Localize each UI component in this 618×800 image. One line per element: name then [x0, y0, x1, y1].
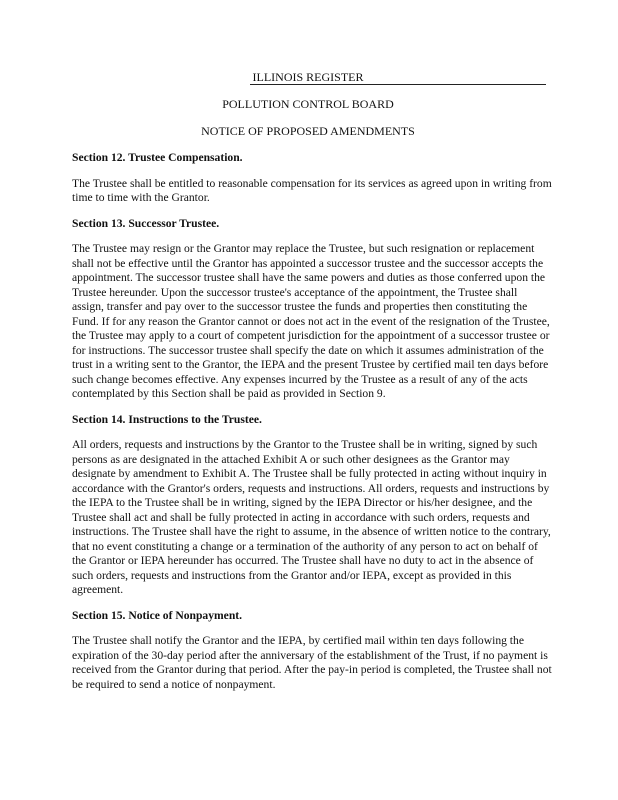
section-text: The Trustee shall be entitled to reasonable compensation for its services as agreed upon in writing from time to time with the Grantor. — [72, 176, 552, 204]
header-rule — [250, 84, 546, 85]
section-15 — [72, 609, 552, 693]
section-12 — [72, 151, 552, 206]
document-body — [72, 151, 552, 700]
section-heading: Section 12. Trustee Compensation. — [72, 151, 243, 164]
section-heading: Section 15. Notice of Nonpayment. — [72, 608, 243, 622]
notice-title: NOTICE OF PROPOSED AMENDMENTS — [201, 124, 415, 138]
section-text: The Trustee shall notify the Grantor and the IEPA, by certified mail within ten days following the expiration of the 30-day period after the anniversary of the establishment of the Trust, if no payment is received from the Grantor during that period. After the pay-in period is completed, the Trustee shall not be required to send a notice of nonpayment. — [72, 634, 552, 691]
section-text: All orders, requests and instructions by the Grantor to the Trustee shall be in writing, signed by such persons as are designated in the attached Exhibit A or such other designees as the Grantor may designate by amendment to Exhibit A. The Trustee shall be fully protected in acting without inquiry in accordance with the Grantor's orders, requests and instructions. All orders, requests and instructions by the IEPA to the Trustee shall be in writing, signed by the IEPA Director or his/her designee, and the Trustee shall act and shall be fully protected in acting in accordance with such orders, requests and instructions. The Trustee shall have the right to assume, in the absence of written notice to the contrary, that no event constituting a change or a termination of the authority of any person to act on behalf of the Grantor or IEPA hereunder has occurred. The Trustee shall have no duty to act in the absence of such orders, requests and instructions from the Grantor and/or IEPA, except as provided in this agreement. — [72, 438, 551, 596]
register-title: ILLINOIS REGISTER — [252, 70, 364, 84]
board-title: POLLUTION CONTROL BOARD — [222, 97, 394, 111]
section-14 — [72, 413, 552, 598]
section-heading: Section 14. Instructions to the Trustee. — [72, 412, 262, 426]
section-13 — [72, 217, 552, 402]
section-heading: Section 13. Successor Trustee. — [72, 216, 220, 230]
section-text: The Trustee may resign or the Grantor may replace the Trustee, but such resignation or replacement shall not be effective until the Grantor has appointed a successor trustee and the successor accepts the appointment. The successor trustee shall have the same powers and duties as those conferred upon the Trustee hereunder. Upon the successor trustee's acceptance of the appointment, the Trustee shall assign, transfer and pay over to the successor trustee the funds and properties then constituting the Fund. If for any reason the Grantor cannot or does not act in the event of the resignation of the Trustee, the Trustee may apply to a court of competent jurisdiction for the appointment of a successor trustee or for instructions. The successor trustee shall specify the date on which it assumes administration of the trust in a writing sent to the Grantor, the IEPA and the present Trustee by certified mail ten days before such change becomes effective. Any expenses incurred by the Trustee as a result of any of the acts contemplated by this Section shall be paid as provided in Section 9. — [72, 242, 550, 400]
